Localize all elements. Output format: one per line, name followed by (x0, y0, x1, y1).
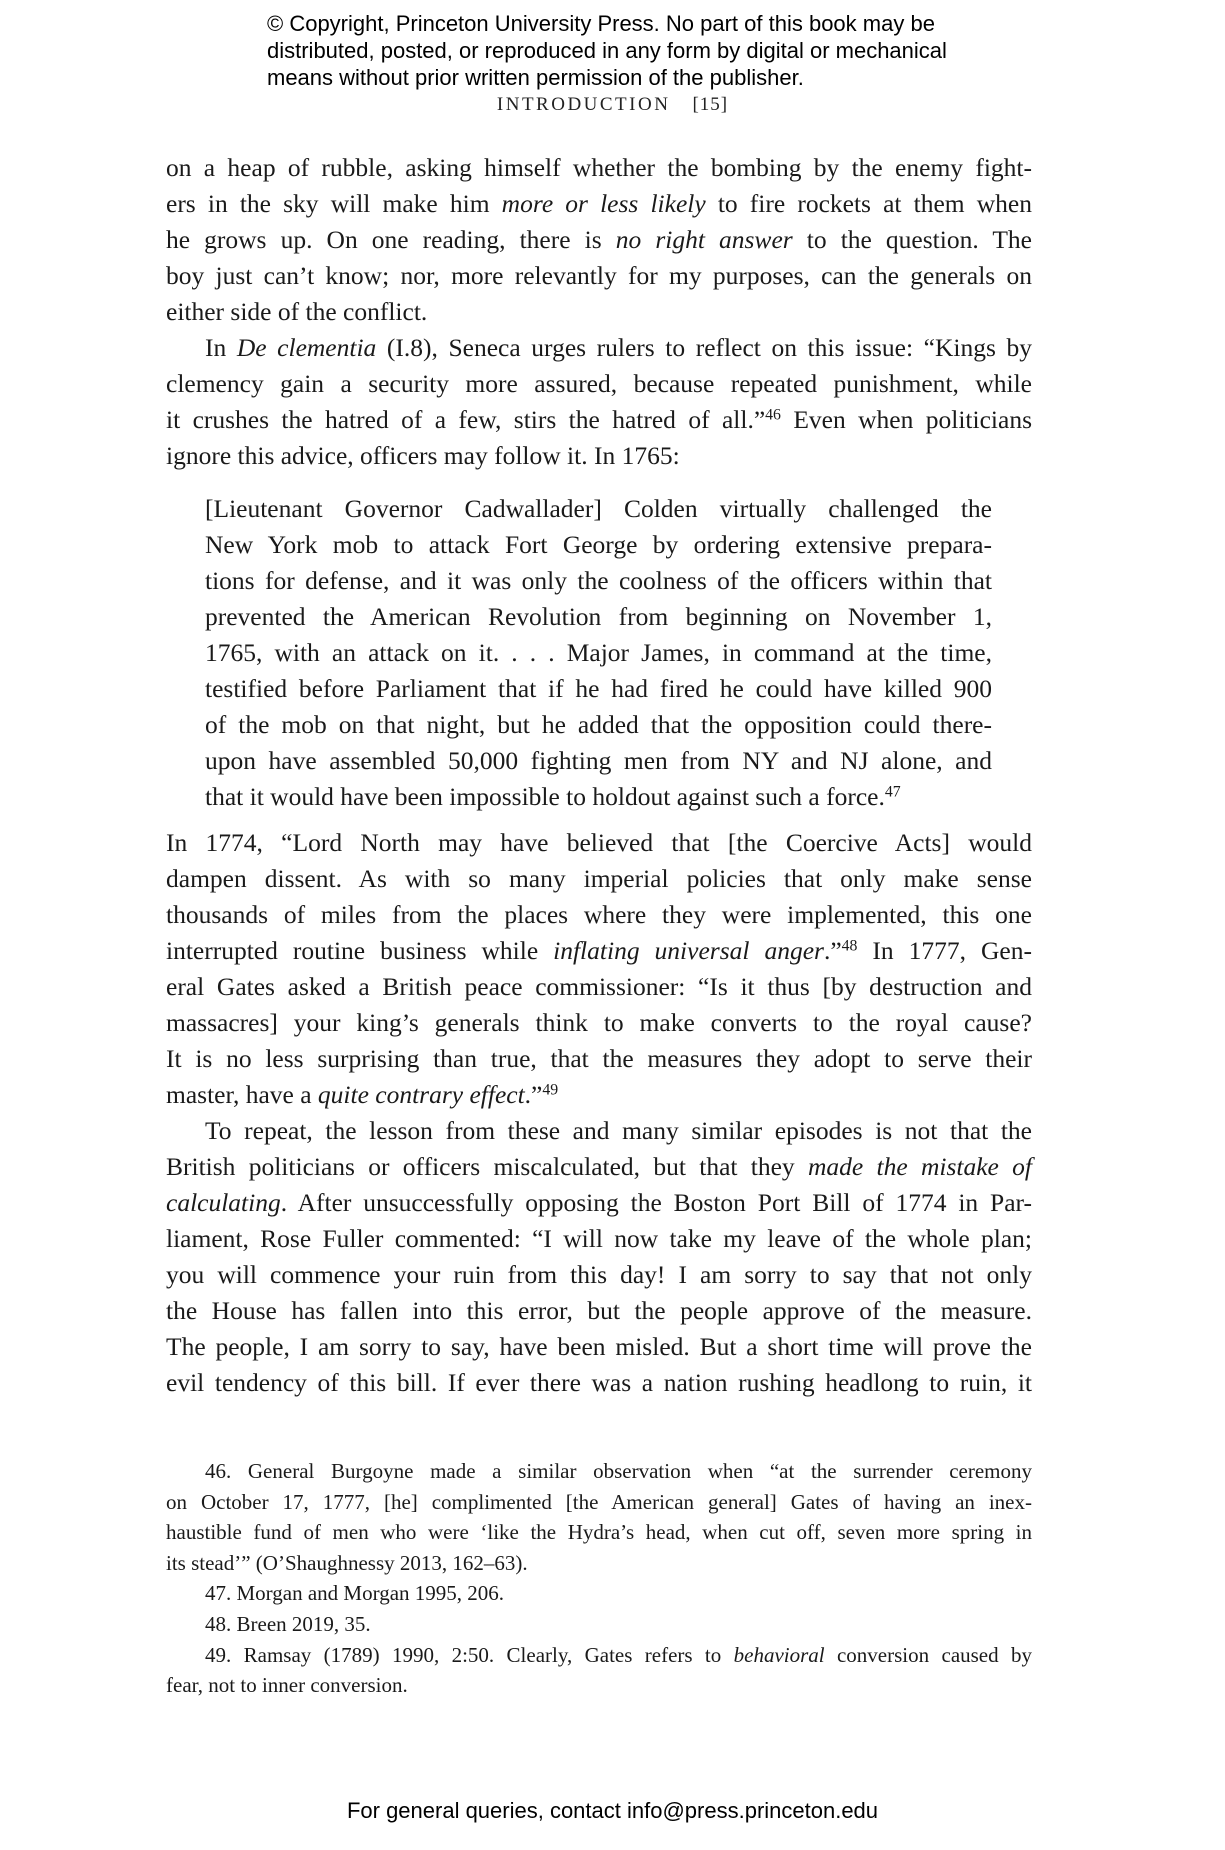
text-segment: [Lieutenant Governor Cadwallader] Colden virtually challenged the (205, 494, 992, 523)
footnote (166, 1578, 1032, 1609)
text-segment: fear, not to inner conversion. (166, 1673, 408, 1698)
text-segment: 48. Breen 2019, 35. (205, 1611, 371, 1636)
paragraph (166, 825, 1032, 1113)
text-line (166, 861, 1032, 897)
text-segment: (I.8), Seneca urges rulers to reflect on this issue: “Kings by (376, 333, 1033, 362)
paragraph (166, 1113, 1032, 1401)
text-segment: evil tendency of this bill. If ever there was a nation rushing headlong to ruin, it (166, 1368, 1032, 1397)
text-segment: liament, Rose Fuller commented: “I will now take my leave of the whole plan; (166, 1224, 1032, 1253)
text-line (166, 1005, 1032, 1041)
text-segment: that it would have been impossible to holdout against such a force. (205, 782, 885, 811)
text-line (166, 1293, 1032, 1329)
text-line (166, 1221, 1032, 1257)
text-segment: To repeat, the lesson from these and many similar episodes is not that the (205, 1116, 1032, 1145)
italic-text: inflating universal anger (553, 936, 824, 965)
text-line (166, 1487, 1032, 1518)
text-line (166, 1517, 1032, 1548)
copyright-notice (267, 10, 947, 91)
text-segment: prevented the American Revolution from beginning on November 1, (205, 602, 992, 631)
text-segment: haustible fund of men who were ‘like the Hydra’s head, when cut off, seven more spring in (166, 1520, 1032, 1545)
text-segment: In 1774, “Lord North may have believed that [the Coercive Acts] would (166, 828, 1032, 857)
text-line (166, 1149, 1032, 1185)
text-line (166, 1578, 1032, 1609)
text-line (166, 897, 1032, 933)
text-line (205, 491, 992, 527)
italic-text: calculating (166, 1188, 281, 1217)
text-line (166, 150, 1032, 186)
text-line (166, 1456, 1032, 1487)
text-segment: master, have a (166, 1080, 318, 1109)
text-line (166, 1077, 1032, 1113)
text-line (166, 933, 1032, 969)
text-segment: testified before Parliament that if he had fired he could have killed 900 (205, 674, 992, 703)
text-segment: to the question. The (792, 225, 1032, 254)
footer-contact: For general queries, contact info@press.princeton.edu (346, 1798, 879, 1823)
text-line (166, 1670, 1032, 1701)
text-segment: dampen dissent. As with so many imperial policies that only make sense (166, 864, 1032, 893)
copyright-line: distributed, posted, or reproduced in any form by digital or mechanical (267, 38, 947, 63)
text-line (166, 402, 1032, 438)
text-segment: on October 17, 1777, [he] complimented [the American general] Gates of having an inex- (166, 1489, 1032, 1514)
text-line (166, 969, 1032, 1005)
italic-text: De clementia (236, 333, 377, 362)
text-line (166, 1365, 1032, 1401)
block-quote (205, 491, 992, 815)
italic-text: no right answer (615, 225, 793, 254)
text-line (205, 563, 992, 599)
text-segment: British politicians or officers miscalculated, but that they (166, 1152, 808, 1181)
text-segment: 49. Ramsay (1789) 1990, 2:50. Clearly, Gates refers to (205, 1642, 734, 1667)
footnote-reference[interactable]: 46 (765, 406, 781, 424)
text-line (166, 1257, 1032, 1293)
text-segment: It is no less surprising than true, that the measures they adopt to serve their (166, 1044, 1032, 1073)
text-line (205, 707, 992, 743)
text-segment: Even when politicians (780, 405, 1032, 434)
text-segment: 1765, with an attack on it. . . . Major James, in command at the time, (205, 638, 992, 667)
running-head-title: INTRODUCTION (496, 94, 671, 115)
paragraph (166, 330, 1032, 474)
text-line (166, 222, 1032, 258)
text-line (205, 743, 992, 779)
text-segment: ers in the sky will make him (166, 189, 502, 218)
italic-text: more or less likely (501, 189, 706, 218)
text-line (166, 258, 1032, 294)
text-segment: its stead’” (O’Shaughnessy 2013, 162–63). (166, 1550, 528, 1575)
text-segment: of the mob on that night, but he added that the opposition could there- (205, 710, 992, 739)
text-segment: tions for defense, and it was only the coolness of the officers within that (205, 566, 992, 595)
text-segment: ignore this advice, officers may follow it. In 1765: (166, 441, 680, 470)
footnote (166, 1456, 1032, 1578)
text-line (166, 1548, 1032, 1579)
text-segment: massacres] your king’s generals think to make converts to the royal cause? (166, 1008, 1032, 1037)
text-segment: thousands of miles from the places where they were implemented, this one (166, 900, 1032, 929)
text-line (205, 527, 992, 563)
text-segment: 47. Morgan and Morgan 1995, 206. (205, 1581, 505, 1606)
text-segment: upon have assembled 50,000 fighting men from NY and NJ alone, and (205, 746, 992, 775)
text-line (205, 779, 992, 815)
text-line (205, 635, 992, 671)
text-segment: The people, I am sorry to say, have been misled. But a short time will prove the (166, 1332, 1032, 1361)
copyright-line: © Copyright, Princeton University Press. No part of this book may be (267, 11, 935, 36)
text-line (205, 599, 992, 635)
footnote-reference[interactable]: 48 (841, 937, 858, 955)
text-line (166, 438, 1032, 474)
text-segment: New York mob to attack Fort George by ordering extensive prepara- (205, 530, 992, 559)
text-segment: interrupted routine business while (166, 936, 554, 965)
page-number: [15] (692, 94, 729, 115)
italic-text: quite contrary effect (317, 1080, 525, 1109)
text-segment: either side of the conflict. (166, 297, 428, 326)
text-segment: . After unsuccessfully opposing the Boston Port Bill of 1774 in Par- (280, 1188, 1032, 1217)
text-segment: he grows up. On one reading, there is (166, 225, 616, 254)
text-line (166, 825, 1032, 861)
text-line (166, 330, 1032, 366)
text-segment: it crushes the hatred of a few, stirs the hatred of all.” (166, 405, 766, 434)
paragraph (166, 150, 1032, 330)
text-segment: you will commence your ruin from this day! I am sorry to say that not only (166, 1260, 1032, 1289)
text-segment: the House has fallen into this error, but the people approve of the measure. (166, 1296, 1032, 1325)
footnote (166, 1609, 1032, 1640)
footnotes (166, 1456, 1032, 1701)
body-text (166, 150, 1032, 1401)
text-segment: boy just can’t know; nor, more relevantly for my purposes, can the generals on (166, 261, 1032, 290)
footnote-reference[interactable]: 47 (884, 783, 901, 801)
text-segment: eral Gates asked a British peace commissioner: “Is it thus [by destruction and (166, 972, 1032, 1001)
text-line (166, 186, 1032, 222)
text-segment: 46. General Burgoyne made a similar observation when “at the surrender ceremony (205, 1459, 1032, 1483)
text-line (166, 1041, 1032, 1077)
text-segment: clemency gain a security more assured, because repeated punishment, while (166, 369, 1032, 398)
text-line (166, 1329, 1032, 1365)
footnote-reference[interactable]: 49 (542, 1081, 559, 1099)
text-line (205, 671, 992, 707)
text-segment: conversion caused by (824, 1642, 1032, 1667)
text-line (166, 1640, 1032, 1671)
italic-text: made the mistake of (807, 1152, 1032, 1181)
text-segment: In 1777, Gen- (857, 936, 1032, 965)
text-segment: .” (823, 936, 842, 965)
copyright-line: means without prior written permission of the publisher. (267, 65, 804, 90)
text-segment: on a heap of rubble, asking himself whether the bombing by the enemy fight- (166, 153, 1032, 182)
text-line (166, 294, 1032, 330)
text-line (166, 366, 1032, 402)
running-head (0, 94, 1225, 116)
text-line (166, 1185, 1032, 1221)
text-segment: .” (524, 1080, 543, 1109)
text-line (166, 1113, 1032, 1149)
italic-text: behavioral (733, 1642, 825, 1667)
text-line (166, 1609, 1032, 1640)
text-segment: In (205, 333, 237, 362)
footnote (166, 1640, 1032, 1701)
text-segment: to fire rockets at them when (705, 189, 1032, 218)
